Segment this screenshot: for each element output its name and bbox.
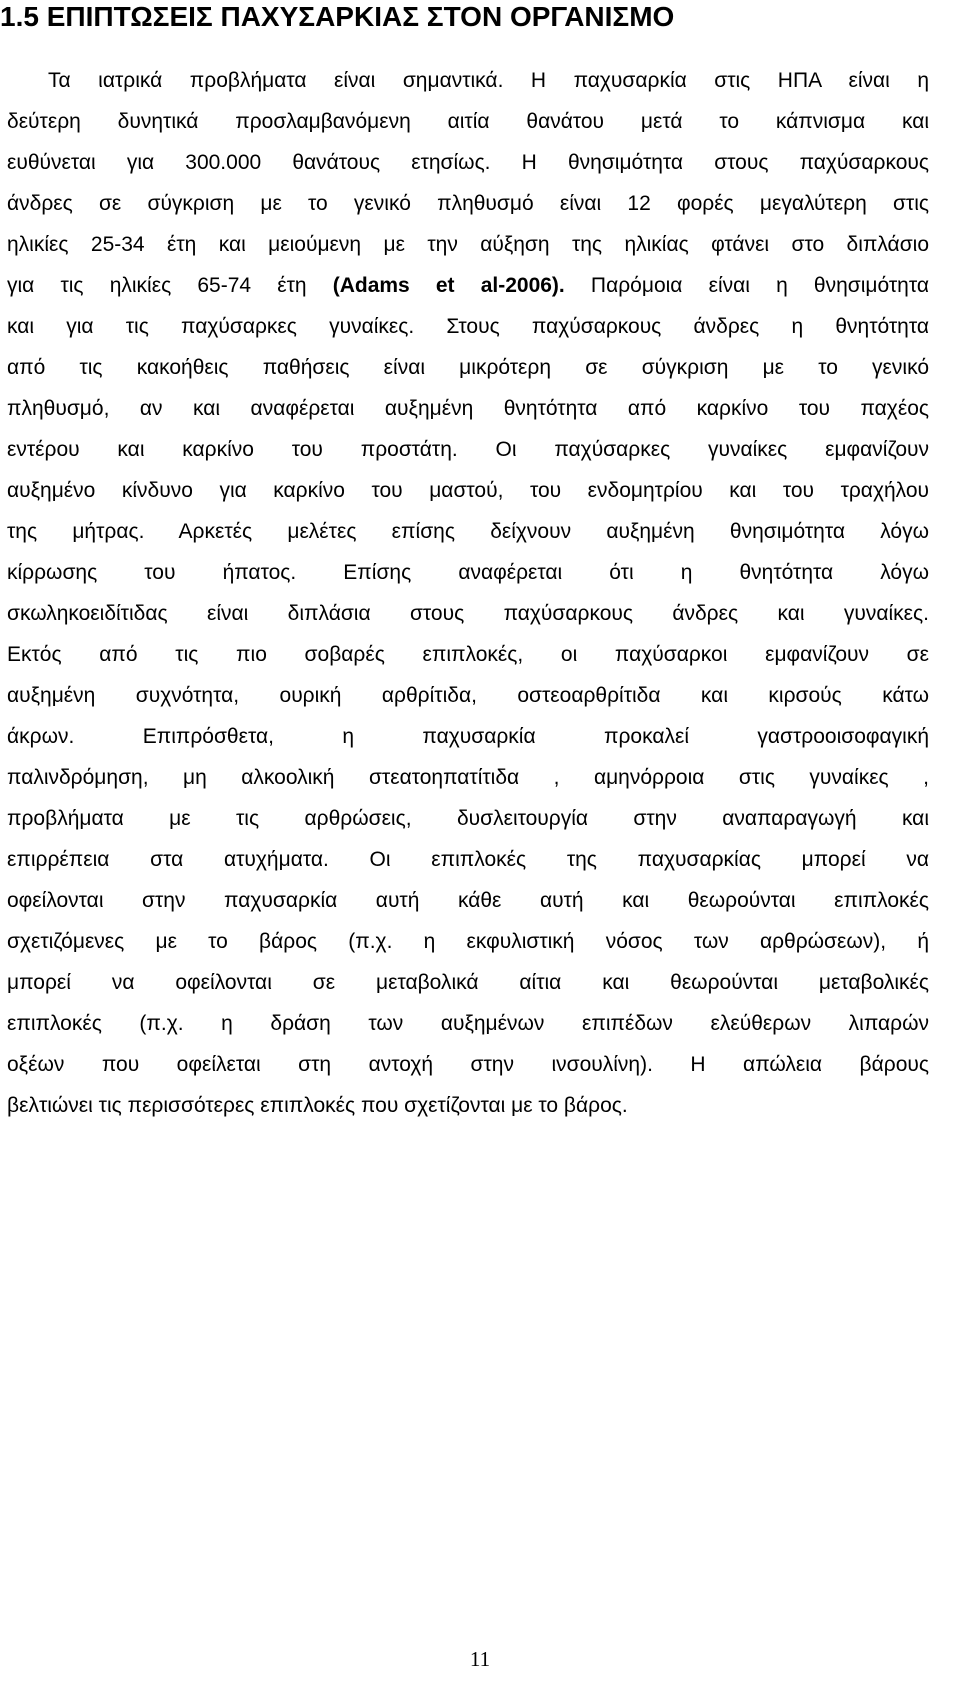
text-line: και για τις παχύσαρκες γυναίκες. Στους παχύσαρκους άνδρες η θνητότητα [7, 315, 929, 338]
text-line: βελτιώνει τις περισσότερες επιπλοκές που σχετίζονται με το βάρος. [7, 1094, 628, 1117]
section-heading: 1.5 ΕΠΙΠΤΩΣΕΙΣ ΠΑΧΥΣΑΡΚΙΑΣ ΣΤΟΝ ΟΡΓΑΝΙΣΜΟ [0, 1, 675, 32]
text-line-with-citation [7, 265, 929, 306]
text-line: οξέων που οφείλεται στη αντοχή στην ινσουλίνη). Η απώλεια βάρους [7, 1053, 929, 1076]
page-number: 11 [469, 1647, 491, 1671]
text-line: σχετιζόμενες με το βάρος (π.χ. η εκφυλιστική νόσος των αρθρώσεων), ή [7, 930, 929, 953]
text-line: προβλήματα με τις αρθρώσεις, δυσλειτουργία στην αναπαραγωγή και [7, 807, 929, 830]
text-line: οφείλονται στην παχυσαρκία αυτή κάθε αυτή και θεωρούνται επιπλοκές [7, 889, 929, 912]
text-line: επιπλοκές (π.χ. η δράση των αυξημένων επιπέδων ελεύθερων λιπαρών [7, 1012, 929, 1035]
citation: (Adams et al-2006). [332, 274, 565, 297]
text-line: ηλικίες 25-34 έτη και μειούμενη με την αύξηση της ηλικίας φτάνει στο διπλάσιο [7, 233, 929, 256]
text-line: μπορεί να οφείλονται σε μεταβολικά αίτια και θεωρούνται μεταβολικές [7, 971, 929, 994]
text-line: αυξημένη συχνότητα, ουρική αρθρίτιδα, οστεοαρθρίτιδα και κιρσούς κάτω [7, 684, 929, 707]
text-line: άνδρες σε σύγκριση με το γενικό πληθυσμό είναι 12 φορές μεγαλύτερη στις [7, 192, 929, 215]
text-line: πληθυσμό, αν και αναφέρεται αυξημένη θνητότητα από καρκίνο του παχέος [7, 397, 929, 420]
text-line: επιρρέπεια στα ατυχήματα. Οι επιπλοκές της παχυσαρκίας μπορεί να [7, 848, 929, 871]
text-line: κίρρωσης του ήπατος. Επίσης αναφέρεται ότι η θνητότητα λόγω [7, 561, 929, 584]
text-line: της μήτρας. Αρκετές μελέτες επίσης δείχνουν αυξημένη θνησιμότητα λόγω [7, 520, 929, 543]
text-line: αυξημένο κίνδυνο για καρκίνο του μαστού, του ενδομητρίου και του τραχήλου [7, 479, 929, 502]
body-paragraph [7, 60, 929, 1126]
text-line: εντέρου και καρκίνο του προστάτη. Οι παχύσαρκες γυναίκες εμφανίζουν [7, 438, 929, 461]
text-line: παλινδρόμηση, μη αλκοολική στεατοηπατίτιδα , αμηνόρροια στις γυναίκες , [7, 766, 929, 789]
text-line: από τις κακοήθεις παθήσεις είναι μικρότερη σε σύγκριση με το γενικό [7, 356, 929, 379]
text-line: άκρων. Επιπρόσθετα, η παχυσαρκία προκαλεί γαστροοισοφαγική [7, 725, 929, 748]
text-line: Τα ιατρικά προβλήματα είναι σημαντικά. Η παχυσαρκία στις ΗΠΑ είναι η [48, 69, 929, 92]
text-segment: για τις ηλικίες 65-74 έτη [7, 274, 333, 297]
text-line: Εκτός από τις πιο σοβαρές επιπλοκές, οι παχύσαρκοι εμφανίζουν σε [7, 643, 929, 666]
text-segment: Παρόμοια είναι η θνησιμότητα [564, 274, 929, 297]
text-line: δεύτερη δυνητικά προσλαμβανόμενη αιτία θανάτου μετά το κάπνισμα και [7, 110, 929, 133]
text-line: ευθύνεται για 300.000 θανάτους ετησίως. Η θνησιμότητα στους παχύσαρκους [7, 151, 929, 174]
text-line: σκωληκοειδίτιδας είναι διπλάσια στους παχύσαρκους άνδρες και γυναίκες. [7, 602, 929, 625]
